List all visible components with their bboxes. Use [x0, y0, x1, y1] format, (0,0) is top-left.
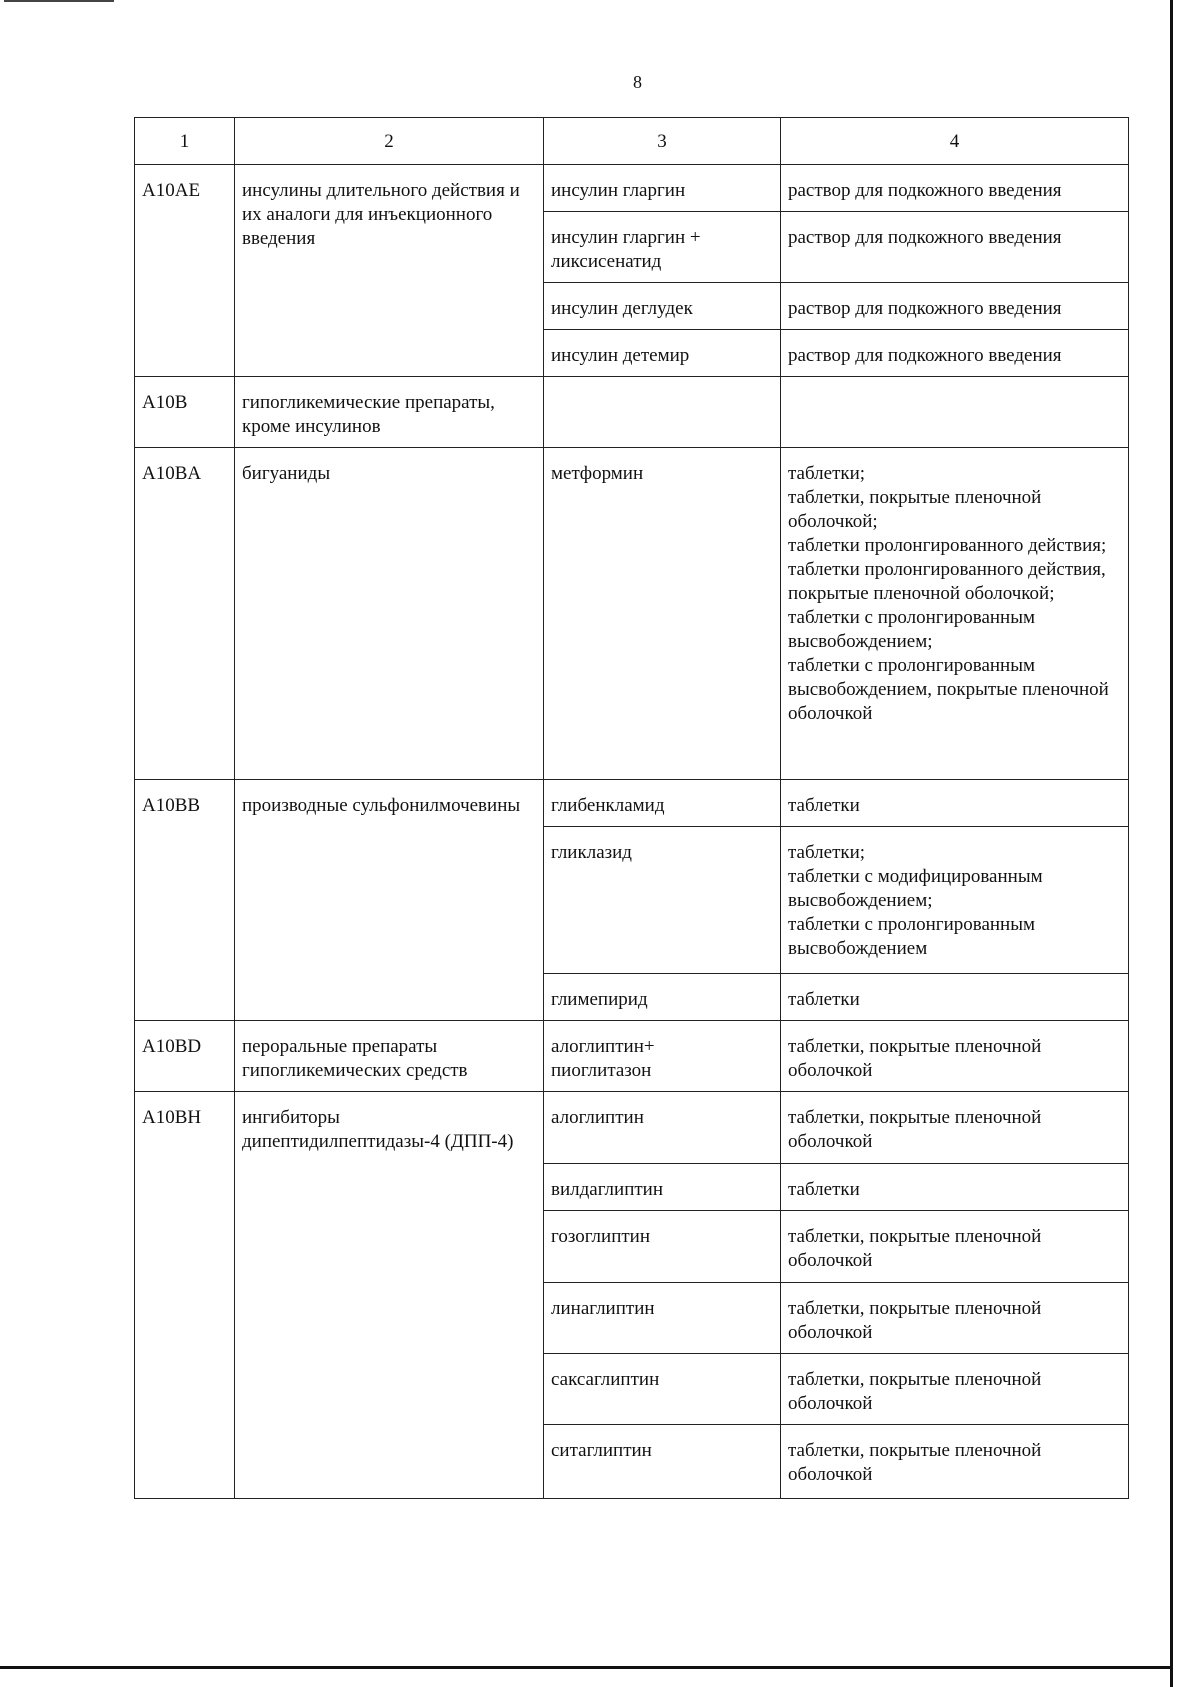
header-row [135, 118, 1129, 165]
dosage-form-cell [781, 448, 1129, 780]
column-header: 1 [135, 118, 235, 165]
atc-code: A10BB [135, 780, 235, 1021]
column-header: 4 [781, 118, 1129, 165]
column-header: 3 [544, 118, 781, 165]
column-header: 2 [235, 118, 544, 165]
dosage-form-cell [781, 212, 1129, 283]
dosage-form-cell [781, 827, 1129, 974]
dosage-form-cell [781, 1164, 1129, 1211]
atc-code: A10BA [135, 448, 235, 780]
dosage-form-cell [781, 1283, 1129, 1354]
dosage-form: таблетки [788, 795, 860, 816]
table-row [135, 1021, 1129, 1092]
dosage-form-cell [781, 377, 1129, 448]
group-name: гипогликемические препараты, кроме инсулинов [235, 377, 544, 448]
dosage-form: таблетки, покрытые пленочной оболочкой [788, 1107, 1042, 1152]
group-name: ингибиторы дипептидилпептидазы-4 (ДПП-4) [235, 1092, 544, 1499]
drug-cell [544, 448, 781, 780]
dosage-form-cell [781, 974, 1129, 1021]
dosage-form: раствор для подкожного введения [788, 180, 1062, 201]
group-name: пероральные препараты гипогликемических средств [235, 1021, 544, 1092]
dosage-form: таблетки [788, 1179, 860, 1200]
dosage-form: раствор для подкожного введения [788, 345, 1062, 366]
drug-name: метформин [551, 463, 644, 484]
dosage-form: таблетки [788, 989, 860, 1010]
table-row [135, 165, 1129, 212]
scan-mark [4, 0, 114, 2]
drug-table [134, 117, 1129, 1499]
atc-code: A10AE [135, 165, 235, 377]
dosage-form-cell [781, 780, 1129, 827]
drug-cell [544, 212, 781, 283]
dosage-form-cell [781, 1354, 1129, 1425]
table-row [135, 448, 1129, 780]
drug-name: линаглиптин [551, 1298, 655, 1319]
table-row [135, 1092, 1129, 1164]
dosage-form-cell [781, 283, 1129, 330]
atc-code: A10B [135, 377, 235, 448]
group-name: бигуаниды [235, 448, 544, 780]
drug-name: алоглиптин+ пиоглитазон [551, 1036, 655, 1081]
drug-cell [544, 974, 781, 1021]
group-name: производные сульфонилмочевины [235, 780, 544, 1021]
drug-name: инсулин деглудек [551, 298, 693, 319]
drug-name: глимепирид [551, 989, 648, 1010]
dosage-form: таблетки, покрытые пленочной оболочкой [788, 1369, 1042, 1414]
drug-cell [544, 1283, 781, 1354]
dosage-form: таблетки, покрытые пленочной оболочкой [788, 1298, 1042, 1343]
drug-name: саксаглиптин [551, 1369, 660, 1390]
dosage-form-cell [781, 1425, 1129, 1499]
dosage-form-cell [781, 1211, 1129, 1283]
atc-code: A10BH [135, 1092, 235, 1499]
dosage-form-cell [781, 165, 1129, 212]
drug-name: гозоглиптин [551, 1226, 650, 1247]
drug-cell [544, 1092, 781, 1164]
dosage-form-cell [781, 330, 1129, 377]
scan-edge-right [1170, 0, 1173, 1687]
drug-cell [544, 165, 781, 212]
table-row [135, 780, 1129, 827]
drug-cell [544, 780, 781, 827]
drug-cell [544, 1164, 781, 1211]
drug-cell [544, 1211, 781, 1283]
dosage-form: раствор для подкожного введения [788, 227, 1062, 248]
dosage-form: таблетки, покрытые пленочной оболочкой [788, 1440, 1042, 1485]
dosage-form-cell [781, 1021, 1129, 1092]
dosage-form: таблетки, покрытые пленочной оболочкой [788, 1226, 1042, 1271]
dosage-form: раствор для подкожного введения [788, 298, 1062, 319]
group-name: инсулины длительного действия и их аналоги для инъекционного введения [235, 165, 544, 377]
page-number: 8 [633, 72, 642, 92]
drug-name: глибенкламид [551, 795, 665, 816]
drug-cell [544, 1354, 781, 1425]
dosage-form-cell [781, 1092, 1129, 1164]
drug-name: алоглиптин [551, 1107, 644, 1128]
drug-name: ситаглиптин [551, 1440, 652, 1461]
drug-cell [544, 1021, 781, 1092]
drug-name: инсулин гларгин + ликсисенатид [551, 227, 701, 272]
scan-edge-bottom [0, 1666, 1172, 1669]
drug-name: вилдаглиптин [551, 1179, 664, 1200]
dosage-form: таблетки, покрытые пленочной оболочкой [788, 1036, 1042, 1081]
drug-name: гликлазид [551, 842, 632, 863]
drug-cell [544, 1425, 781, 1499]
drug-cell [544, 827, 781, 974]
drug-cell [544, 330, 781, 377]
drug-cell [544, 377, 781, 448]
drug-name: инсулин детемир [551, 345, 690, 366]
table-row [135, 377, 1129, 448]
drug-name: инсулин гларгин [551, 180, 686, 201]
drug-cell [544, 283, 781, 330]
dosage-form: таблетки; таблетки с модифицированным высвобождением; таблетки с пролонгированным высвобождением [788, 842, 1043, 959]
dosage-form: таблетки; таблетки, покрытые пленочной оболочкой; таблетки пролонгированного действия; таблетки пролонгированного действия, покрытые пленочной оболочкой; таблетки с пролонгированным высвобождением; таблетки с пролонгированным высвобождением, покрытые пленочной оболочкой [788, 463, 1109, 724]
atc-code: A10BD [135, 1021, 235, 1092]
